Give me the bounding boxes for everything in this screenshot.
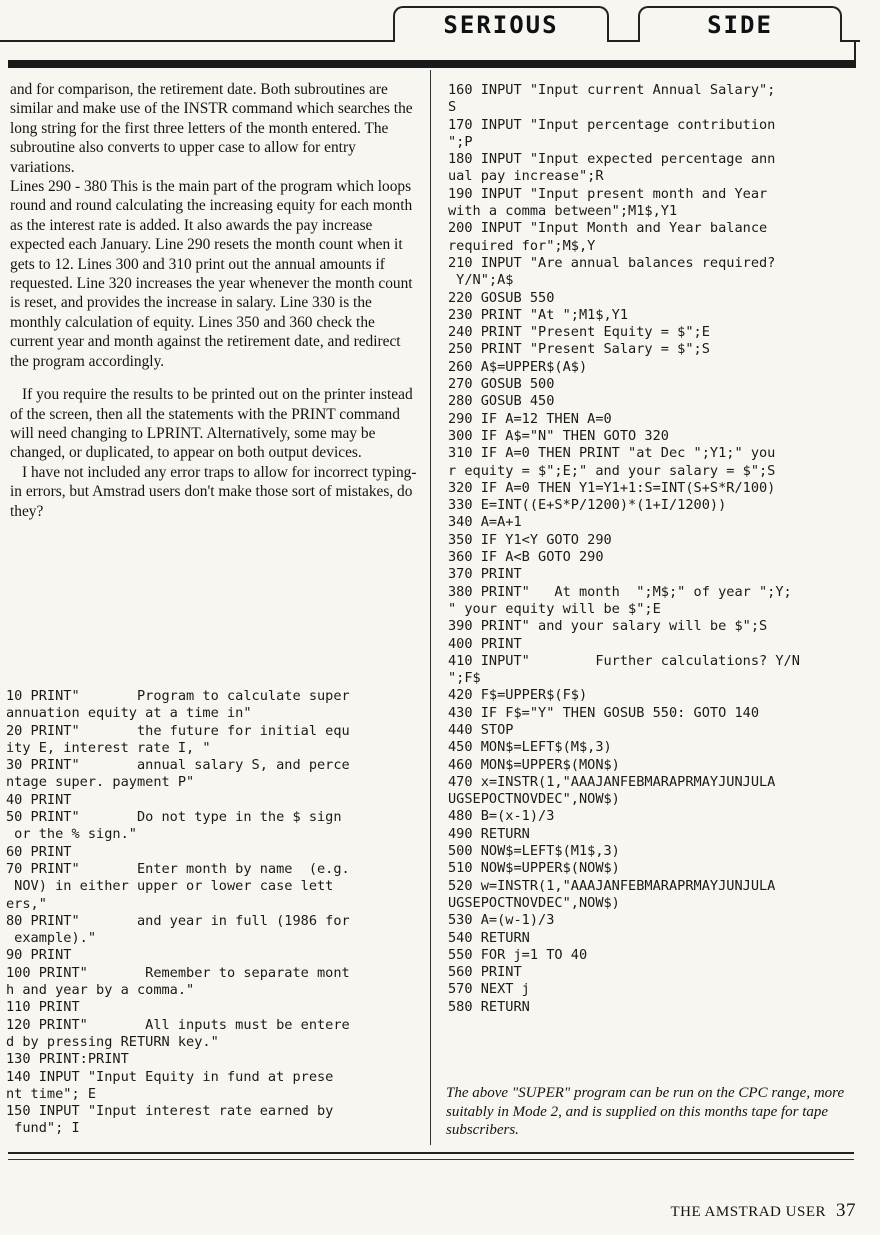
code-line: 320 IF A=0 THEN Y1=Y1+1:S=INT(S+S*R/100) (448, 479, 776, 496)
code-line: NOV) in either upper or lower case lett (6, 878, 334, 895)
code-line: example)." (6, 930, 97, 947)
code-line: 460 MON$=UPPER$(MON$) (448, 756, 620, 773)
code-line: 80 PRINT" and year in full (1986 for (6, 912, 350, 929)
code-line: 200 INPUT "Input Month and Year balance (448, 220, 768, 237)
code-line: 420 F$=UPPER$(F$) (448, 687, 588, 704)
code-line: Y/N";A$ (448, 272, 514, 289)
code-line: 30 PRINT" annual salary S, and perce (6, 757, 350, 774)
code-line: h and year by a comma." (6, 982, 195, 999)
code-line: nt time"; E (6, 1085, 97, 1102)
code-line: 240 PRINT "Present Equity = $";E (448, 324, 710, 341)
code-line: 170 INPUT "Input percentage contribution (448, 116, 776, 133)
header-rule (8, 60, 856, 68)
code-line: 40 PRINT (6, 791, 72, 808)
code-line: ntage super. payment P" (6, 774, 195, 791)
code-line: d by pressing RETURN key." (6, 1033, 219, 1050)
article-text (10, 80, 418, 521)
code-line: 260 A$=UPPER$(A$) (448, 358, 588, 375)
code-line: 150 INPUT "Input interest rate earned by (6, 1103, 334, 1120)
code-line: 390 PRINT" and your salary will be $";S (448, 618, 768, 635)
code-line: 70 PRINT" Enter month by name (e.g. (6, 860, 350, 877)
code-line: 130 PRINT:PRINT (6, 1051, 129, 1068)
code-line: 290 IF A=12 THEN A=0 (448, 410, 612, 427)
code-line: 340 A=A+1 (448, 514, 522, 531)
code-line: 110 PRINT (6, 999, 80, 1016)
code-line: annuation equity at a time in" (6, 705, 252, 722)
code-line: 60 PRINT (6, 843, 72, 860)
code-line: 540 RETURN (448, 929, 530, 946)
code-line: 550 FOR j=1 TO 40 (448, 946, 588, 963)
code-line: 360 IF A<B GOTO 290 (448, 549, 604, 566)
code-line: 450 MON$=LEFT$(M$,3) (448, 739, 612, 756)
code-line: 500 NOW$=LEFT$(M1$,3) (448, 843, 620, 860)
code-line: 580 RETURN (448, 998, 530, 1015)
program-listing-right (448, 82, 800, 1016)
article-paragraph-2: Lines 290 - 380 This is the main part of the program which loops round and round calculating the increasing equity for each month as the interest rate is added. It also awards the pay increase expected each January. Line 290 resets the month count when it gets to 12. Lines 300 and 310 print out the annual amounts if requested. Line 320 increases the year whenever the month count is reset, and provides the increase in salary. Line 330 is the monthly calculation of equity. Lines 350 and 360 check the current year and month against the retirement date, and redirect the program accordingly. (10, 178, 413, 370)
code-line: 510 NOW$=UPPER$(NOW$) (448, 860, 620, 877)
code-line: " your equity will be $";E (448, 600, 661, 617)
footer-rule-top (8, 1152, 854, 1154)
code-line: 470 x=INSTR(1,"AAAJANFEBMARAPRMAYJUNJULA (448, 773, 776, 790)
code-line: 530 A=(w-1)/3 (448, 912, 555, 929)
code-line: ual pay increase";R (448, 168, 604, 185)
header-tab-edge (838, 40, 856, 60)
code-line: 520 w=INSTR(1,"AAAJANFEBMARAPRMAYJUNJULA (448, 877, 776, 894)
code-line: 430 IF F$="Y" THEN GOSUB 550: GOTO 140 (448, 704, 759, 721)
code-line: required for";M$,Y (448, 237, 596, 254)
code-line: S (448, 99, 457, 116)
code-line: 330 E=INT((E+S*P/1200)*(1+I/1200)) (448, 497, 727, 514)
code-line: 120 PRINT" All inputs must be entere (6, 1016, 350, 1033)
code-line: 280 GOSUB 450 (448, 393, 555, 410)
code-line: ers," (6, 895, 47, 912)
code-line: r equity = $";E;" and your salary = $";S (448, 462, 776, 479)
code-line: 140 INPUT "Input Equity in fund at prese (6, 1068, 334, 1085)
caption-text: The above "SUPER" program can be run on the CPC range, more suitably in Mode 2, and is supplied on this months tape for tape subscribers. (446, 1085, 845, 1138)
code-line: 310 IF A=0 THEN PRINT "at Dec ";Y1;" you (448, 445, 776, 462)
code-line: 570 NEXT j (448, 981, 530, 998)
publication-name: THE AMSTRAD USER (670, 1204, 826, 1220)
footer-rule-bottom (8, 1159, 854, 1160)
code-line: 190 INPUT "Input present month and Year (448, 185, 768, 202)
code-line: UGSEPOCTNOVDEC",NOW$) (448, 894, 620, 911)
code-line: 20 PRINT" the future for initial equ (6, 722, 350, 739)
article-paragraph-4: I have not included any error traps to allow for incorrect typing-in errors, but Amstrad users don't make those sort of mistakes, do they? (10, 463, 417, 520)
code-line: 250 PRINT "Present Salary = $";S (448, 341, 710, 358)
column-divider (430, 70, 431, 1145)
program-listing-left (6, 688, 350, 1138)
code-line: ";F$ (448, 670, 481, 687)
code-line: 560 PRINT (448, 964, 522, 981)
header-tab-side: SIDE (638, 6, 842, 42)
code-line: 270 GOSUB 500 (448, 376, 555, 393)
code-line: or the % sign." (6, 826, 137, 843)
code-line: UGSEPOCTNOVDEC",NOW$) (448, 791, 620, 808)
code-line: 410 INPUT" Further calculations? Y/N (448, 652, 800, 669)
listing-caption (446, 1084, 846, 1140)
code-line: 180 INPUT "Input expected percentage ann (448, 151, 776, 168)
code-line: 490 RETURN (448, 825, 530, 842)
code-line: fund"; I (6, 1120, 80, 1137)
code-line: 400 PRINT (448, 635, 522, 652)
code-line: 440 STOP (448, 721, 514, 738)
code-line: 350 IF Y1<Y GOTO 290 (448, 531, 612, 548)
code-line: 90 PRINT (6, 947, 72, 964)
article-paragraph-3: If you require the results to be printed out on the printer instead of the screen, then all the statements with the PRINT command will need changing to LPRINT. Alternatively, some may be changed, or duplicated, to appear on both output devices. (10, 386, 413, 462)
code-line: 100 PRINT" Remember to separate mont (6, 964, 350, 981)
code-line: 160 INPUT "Input current Annual Salary"; (448, 82, 776, 98)
code-line: 230 PRINT "At ";M1$,Y1 (448, 306, 629, 323)
header-tab-serious: SERIOUS (393, 6, 609, 42)
code-line: 480 B=(x-1)/3 (448, 808, 555, 825)
article-paragraph-1: and for comparison, the retirement date. Both subroutines are similar and make use of the INSTR command which searches the long string for the first three letters of the month entered. The subroutine also converts to upper case to allow for entry variations. (10, 81, 413, 176)
page-footer (620, 1200, 856, 1222)
code-line: 380 PRINT" At month ";M$;" of year ";Y; (448, 583, 792, 600)
code-line: 300 IF A$="N" THEN GOTO 320 (448, 427, 669, 444)
code-line: ity E, interest rate I, " (6, 739, 211, 756)
code-line: 370 PRINT (448, 566, 522, 583)
code-line: 210 INPUT "Are annual balances required? (448, 254, 776, 271)
code-line: ";P (448, 133, 473, 150)
page-number: 37 (836, 1200, 856, 1221)
code-line: 50 PRINT" Do not type in the $ sign (6, 809, 342, 826)
code-line: with a comma between";M1$,Y1 (448, 203, 678, 220)
code-line: 220 GOSUB 550 (448, 289, 555, 306)
code-line: 10 PRINT" Program to calculate super (6, 688, 350, 704)
